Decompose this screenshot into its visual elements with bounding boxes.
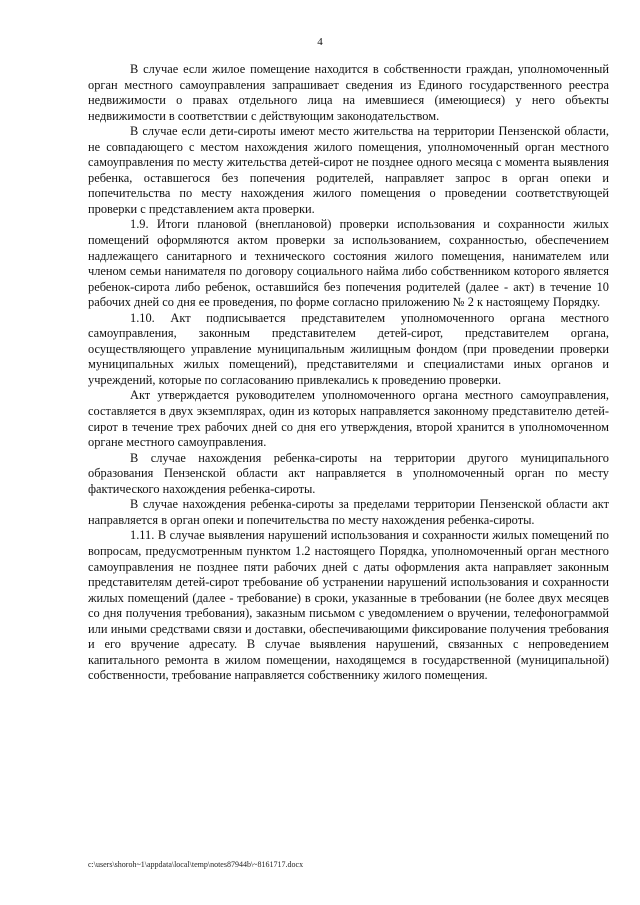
paragraph-1-9-inspection-act: 1.9. Итоги плановой (внеплановой) проверки использования и сохранности жилых помещений оформляются актом проверки за использованием, сохранностью, обеспечением надлежащего санитарного и технического состояния жилого помещения, нанимателем или членом семьи нанимателя по договору социального найма либо собственником которого является ребенок-сирота либо ребенок, оставшийся без попечения родителей (далее - акт) в течение 10 рабочих дней со дня ее проведения, по форме согласно приложению № 2 к настоящему Порядку. — [88, 217, 609, 310]
paragraph-1-10-act-signing: 1.10. Акт подписывается представителем уполномоченного органа местного самоуправления, законным представителем детей-сирот, представителем органа, осуществляющего управление муниципальным жилищным фондом (при проведении проверки муниципальных жилых помещений), представителями и специалистами иных органов и учреждений, которые по согласованию привлекались к проведению проверки. — [88, 310, 609, 387]
page-number: 4 — [317, 36, 323, 48]
footer-file-path: c:\users\shoroh~1\appdata\local\temp\notes87944b\~8161717.docx — [88, 860, 304, 869]
paragraph-1-11-violations: 1.11. В случае выявления нарушений использования и сохранности жилых помещений по вопросам, предусмотренным пунктом 1.2 настоящего Порядка, уполномоченный орган местного самоуправления не позднее пяти рабочих дней с даты оформления акта направляет законным представителям детей-сирот требование об устранении нарушений использования и сохранности жилых помещений (далее - требование) в сроки, указанные в требовании (не более двух месяцев со дня получения требования), заказным письмом с уведомлением о вручении, телефонограммой или иными средствами связи и доставки, обеспечивающими фиксирование получения требования и его вручение адресату. В случае выявления нарушений, связанных с непроведением капитального ремонта в жилом помещении, находящемся в государственной (муниципальной) собственности, требование направляется собственнику жилого помещения. — [88, 528, 609, 683]
paragraph-property-records: В случае если жилое помещение находится в собственности граждан, уполномоченный орган местного самоуправления запрашивает сведения из Единого государственного реестра недвижимости о правах отдельного лица на имевшиеся (имеющиеся) у него объекты недвижимости в соответствии с действующим законодательством. — [88, 62, 609, 123]
paragraph-residence-request: В случае если дети-сироты имеют место жительства на территории Пензенской области, не совпадающего с местом нахождения жилого помещения, уполномоченный орган местного самоуправления по месту жительства детей-сирот не позднее одного месяца с момента выявления ребенка, оставшегося без попечения родителей, направляет запрос в орган опеки и попечительства по месту нахождения жилого помещения о проведении соответствующей проверки с представлением акта проверки. — [88, 124, 609, 216]
paragraph-other-municipality: В случае нахождения ребенка-сироты на территории другого муниципального образования Пензенской области акт направляется в уполномоченный орган по месту фактического нахождения ребенка-сироты. — [88, 450, 609, 496]
document-body — [88, 62, 609, 684]
paragraph-act-approval: Акт утверждается руководителем уполномоченного органа местного самоуправления, составляется в двух экземплярах, один из которых направляется законному представителю детей-сирот в течение трех рабочих дней со дня его утверждения, второй хранится в уполномоченном органе местного самоуправления. — [88, 388, 609, 450]
paragraph-outside-region: В случае нахождения ребенка-сироты за пределами территории Пензенской области акт направляется в орган опеки и попечительства по месту нахождения ребенка-сироты. — [88, 497, 609, 527]
